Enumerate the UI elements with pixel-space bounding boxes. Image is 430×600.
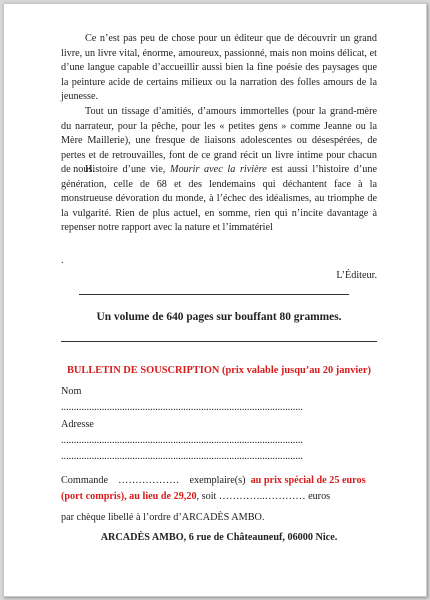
euros-label: euros [308,491,331,502]
divider-long [61,341,377,342]
volume-description: Un volume de 640 pages sur bouffant 80 grammes. [96,311,342,323]
stray-dot: . [61,255,64,266]
story-paragraph [61,163,377,236]
commande-label: Commande [61,475,108,486]
nom-field[interactable]: ............................................................................................... [61,402,303,413]
port-compris: (port compris), au lieu de 29,20 [61,491,197,502]
price-line [61,490,377,504]
special-price: au prix spécial de 25 euros [250,475,366,486]
soit-label: , soit [196,491,217,502]
nom-label: Nom [61,386,82,397]
book-title: Mourir avec la rivière [169,164,267,175]
commande-line [61,474,377,488]
adresse-field-1[interactable]: ............................................................................................... [61,435,303,446]
cheque-line: par chèque libellé à l’ordre d’ARCADÈS AMBO. [61,512,265,523]
adresse-field-2[interactable]: ............................................................................................... [61,451,303,462]
commande-quantity-field[interactable]: ……………… [118,475,180,486]
editor-signature: L’Éditeur. [336,270,377,281]
total-field[interactable]: …………..………… [218,491,306,502]
divider-short [79,294,349,295]
story-text-start: Histoire d’une vie, [85,164,170,175]
publisher-address: ARCADÈS AMBO, 6 rue de Châteauneuf, 06000 Nice. [100,532,338,543]
story-text-end: est aussi l’histoire d’une génération, celle de 68 et des lendemains qui déchantent face à la monstrueuse dévoration du monde, à l’échec des idéalismes, au triomphe de la vulgarité. Rien de plus actuel, en somme, rien qui n’incite davantage à repenser notre rapport avec la nature et l’immatériel [61,164,377,234]
bulletin-title: BULLETIN DE SOUSCRIPTION (prix valable jusqu’au 20 janvier) [67,365,371,376]
friendship-paragraph: Tout un tissage d’amitiés, d’amours immortelles (pour la grand-mère du narrateur, pour la pêche, pour les « petites gens » comme Jeanne ou la Mère Maillerie), une fresque de liaisons adolescentes ou désespérées, de pertes et de retrouvailles, font de ce grand récit un livre intime pour chacun de nous. [61,106,377,176]
exemplaires-label: exemplaire(s) [189,475,246,486]
adresse-label: Adresse [61,419,94,430]
document-page [3,3,427,597]
intro-paragraph: Ce n’est pas peu de chose pour un éditeur que de découvrir un grand livre, un livre vital, énorme, amoureux, passionné, mais non moins délicat, et d’une langue capable d’accueillir aussi bien la fine poésie des paysages que la peinture acide de certains milieux ou la narration des folles amours de la jeunesse. [61,33,377,103]
